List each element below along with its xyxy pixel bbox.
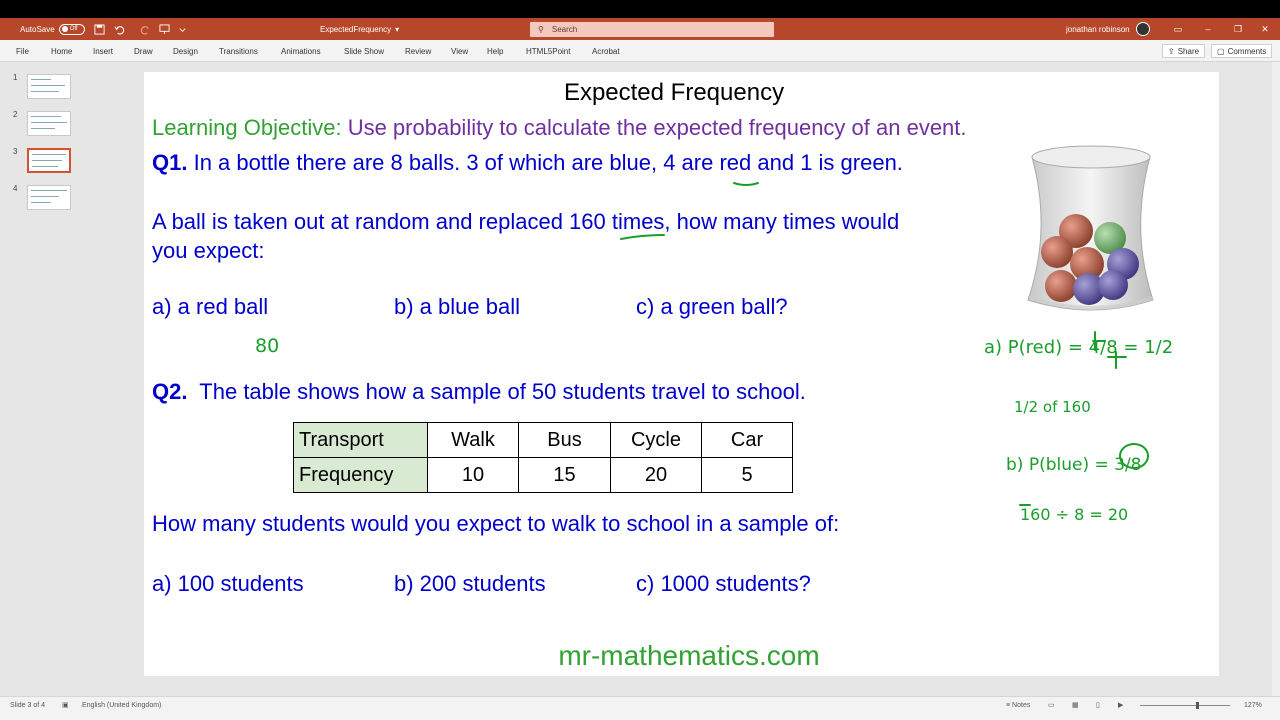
autosave-control[interactable] (20, 18, 85, 40)
redo-icon[interactable] (138, 18, 152, 40)
lo-label: Learning Objective: (152, 115, 342, 140)
undo-icon[interactable] (112, 18, 126, 40)
table-cell: Transport (294, 423, 428, 458)
q2-part-b: b) 200 students (394, 571, 546, 596)
q2-label: Q2. (152, 379, 188, 404)
table-cell: Bus (519, 423, 611, 458)
ribbon-tabs (0, 40, 1280, 62)
tab-animations[interactable]: Animations (281, 46, 321, 56)
q1-statement (152, 150, 903, 176)
table-cell: Car (702, 423, 793, 458)
slide (144, 72, 1219, 676)
reading-view-icon[interactable]: ▯ (1096, 702, 1100, 709)
search-input: Search (551, 25, 578, 34)
restore-icon[interactable]: ❐ (1233, 23, 1243, 34)
slide-title: Expected Frequency (563, 79, 785, 106)
chevron-down-icon: ▾ (395, 24, 400, 34)
close-icon[interactable]: ✕ (1261, 23, 1269, 34)
thumbnail-number: 1 (13, 73, 18, 82)
minimize-icon[interactable]: – (1205, 24, 1211, 34)
slide-counter: Slide 3 of 4 (10, 701, 46, 709)
thumbnail-number: 2 (13, 110, 18, 119)
tab-html5point[interactable]: HTML5Point (526, 46, 571, 56)
q1-part-c: c) a green ball? (636, 294, 788, 319)
slide-thumbnail-3[interactable] (27, 148, 71, 173)
zoom-slider[interactable] (1140, 700, 1230, 710)
search-icon: ⚲ (538, 25, 544, 34)
tab-draw[interactable]: Draw (134, 46, 153, 56)
user-name: jonathan robinson (1066, 24, 1130, 34)
lo-text: Use probability to calculate the expected frequency of an event. (347, 115, 967, 140)
slideshow-icon[interactable]: ▶ (1118, 702, 1124, 709)
present-icon[interactable] (157, 18, 171, 40)
tab-help[interactable]: Help (487, 46, 504, 56)
tab-review[interactable]: Review (405, 46, 432, 56)
table-cell: 20 (611, 458, 702, 493)
q1-line3: you expect: (152, 238, 265, 263)
q2-question: How many students would you expect to walk to school in a sample of: (152, 511, 840, 536)
share-button[interactable]: ⇪ Share (1162, 44, 1205, 58)
handwritten-p-red: a) P(red) = 4/8 = 1/2 (984, 337, 1174, 358)
table-cell: Frequency (294, 458, 428, 493)
tab-home[interactable]: Home (51, 46, 73, 56)
table-row (294, 458, 793, 493)
save-icon[interactable] (92, 18, 106, 40)
q2-text: The table shows how a sample of 50 students travel to school. (199, 379, 806, 404)
table-cell: Walk (428, 423, 519, 458)
table-row (294, 423, 793, 458)
q1-text: In a bottle there are 8 balls. 3 of which are blue, 4 are red and 1 is green. (193, 150, 903, 175)
tab-transitions[interactable]: Transitions (219, 46, 258, 56)
transport-table (293, 422, 793, 493)
comment-icon: ▢ (1217, 46, 1225, 56)
q1-part-b: b) a blue ball (394, 294, 520, 319)
ribbon-display-icon[interactable]: ▭ (1173, 23, 1183, 34)
title-bar (0, 18, 1280, 40)
table-cell: 5 (702, 458, 793, 493)
spellcheck-icon[interactable]: ▣ (62, 702, 69, 709)
slide-sorter-icon[interactable]: ▦ (1072, 702, 1079, 709)
table-cell: 15 (519, 458, 611, 493)
q2-statement (152, 379, 806, 405)
learning-objective (152, 115, 967, 141)
screen-top-bar (0, 0, 1280, 18)
autosave-label: AutoSave (20, 24, 55, 34)
notes-icon: ≡ (1006, 701, 1011, 709)
slide-thumbnail-2[interactable] (27, 111, 71, 136)
share-icon: ⇪ (1168, 46, 1175, 56)
comments-button[interactable]: ▢ Comments (1211, 44, 1272, 58)
slide-thumbnail-1[interactable] (27, 74, 71, 99)
slide-thumbnail-4[interactable] (27, 185, 71, 210)
table-cell: 10 (428, 458, 519, 493)
tab-design[interactable]: Design (173, 46, 198, 56)
vertical-scrollbar[interactable] (1272, 62, 1280, 696)
document-title[interactable]: ExpectedFrequency ▾ (320, 24, 400, 34)
notes-button[interactable]: ≡ Notes (1006, 701, 1031, 709)
q1-line2: A ball is taken out at random and replaced 160 times, how many times would (152, 209, 900, 234)
handwritten-answer-red: 80 (255, 335, 280, 357)
tab-slide-show[interactable]: Slide Show (344, 46, 385, 56)
avatar (1136, 22, 1150, 36)
q1-label: Q1. (152, 150, 188, 175)
handwritten-p-blue: b) P(blue) = 3/8 (1006, 455, 1142, 475)
language-indicator[interactable]: English (United Kingdom) (82, 701, 162, 709)
q2-part-a: a) 100 students (152, 571, 304, 596)
website-footer: mr-mathematics.com (558, 640, 820, 671)
tab-view[interactable]: View (451, 46, 469, 56)
autosave-toggle[interactable]: Off (59, 24, 85, 35)
handwritten-half-of: 1/2 of 160 (1014, 398, 1091, 416)
customize-toolbar-icon[interactable] (175, 18, 189, 40)
tab-acrobat[interactable]: Acrobat (592, 46, 620, 56)
status-bar (0, 696, 1280, 720)
user-account[interactable] (1066, 18, 1150, 40)
q1-part-a: a) a red ball (152, 294, 269, 319)
normal-view-icon[interactable]: ▭ (1048, 702, 1055, 709)
thumbnail-number: 3 (13, 147, 18, 156)
tab-file[interactable]: File (16, 46, 29, 56)
tab-insert[interactable]: Insert (93, 46, 114, 56)
q2-part-c: c) 1000 students? (636, 571, 811, 596)
table-cell: Cycle (611, 423, 702, 458)
thumbnail-number: 4 (13, 184, 18, 193)
search-box[interactable] (530, 22, 774, 37)
zoom-level[interactable]: 127% (1244, 701, 1262, 709)
handwritten-calc: 160 ÷ 8 = 20 (1020, 505, 1129, 524)
slide-thumbnail-pane (0, 62, 90, 696)
